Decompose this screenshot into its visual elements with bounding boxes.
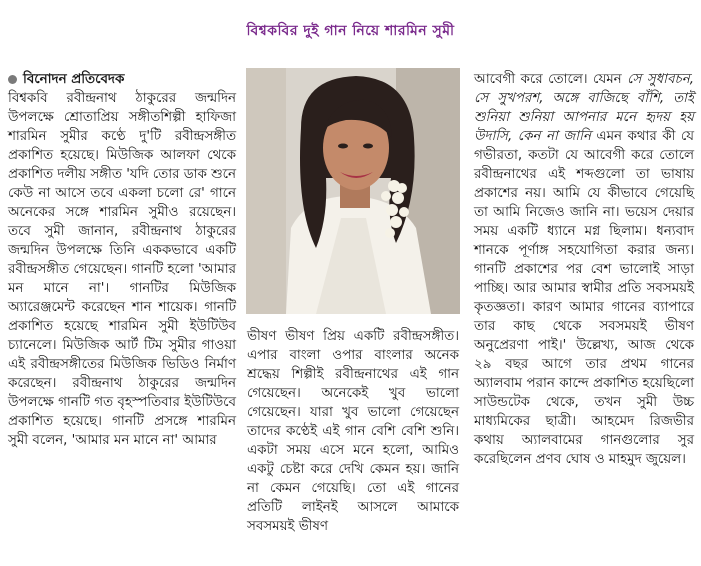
column-3-part-1: আবেগী করে তোলে। যেমন — [474, 72, 628, 87]
article-column-1 — [8, 70, 236, 450]
bullet-icon — [8, 75, 17, 84]
byline — [8, 70, 236, 89]
headline: বিশ্বকবির দুই গান নিয়ে শারমিন সুমী — [246, 23, 455, 39]
column-3-part-2: এমন কথার কী যে গভীরতা, কতটা যে আবেগী করে তোলে রবীন্দ্রনাথের এই শব্দগুলো তা ভাষায় প্রকাশের নয়। আমি যে কীভাবে গেয়েছি তা আমি নিজেও জানি না। ভয়েস দেয়ার সময় একটি ধ্যানে মগ্ন ছিলাম। ধন্যবাদ শানকে পূর্ণাঙ্গ সহযোগিতা করার জন্য। গানটি প্রকাশের পর বেশ ভালোই সাড়া পাচ্ছি। আর আমার স্বামীর প্রতি সবসময়ই কৃতজ্ঞতা। কারণ আমার গানের ব্যাপারে তার কাছ থেকে সবসময়ই ভীষণ অনুপ্রেরণা পাই।' উল্লেখ্য, আজ থেকে ২৯ বছর আগে তার প্রথম গানের অ্যালবাম পরান কান্দে প্রকাশিত হয়েছিলো সাউন্ডটেক থেকে, তখন সুমী উচ্চ মাধ্যমিকের ছাত্রী। আহমেদ রিজভীর কথায় অ্যালবামের গানগুলোর সুর করেছিলেন প্রণব ঘোষ ও মাহমুদ জুয়েল। — [474, 129, 694, 467]
column-1-text: বিশ্বকবি রবীন্দ্রনাথ ঠাকুরের জন্মদিন উপলক্ষে শ্রোতাপ্রিয় সঙ্গীতশিল্পী হাফিজা শারমিন সুমীর কণ্ঠে দু'টি রবীন্দ্রসঙ্গীত প্রকাশিত হয়েছে। মিউজিক আলফা থেকে প্রকাশিত দলীয় সঙ্গীত 'যদি তোর ডাক শুনে কেউ না আসে তবে একলা চলো রে' গানে অনেকের সঙ্গে শারমিন সুমীও রয়েছেন। তবে সুমী জানান, রবীন্দ্রনাথ ঠাকুরের জন্মদিন উপলক্ষে তিনি এককভাবে একটি রবীন্দ্রসঙ্গীত গেয়েছেন। গানটি হলো 'আমার মন মানে না'। গানটির মিউজিক অ্যারেঞ্জমেন্ট করেছেন শান শায়েক। গানটি প্রকাশিত হয়েছে শারমিন সুমী ইউটিউব চ্যানেলে। মিউজিক আর্ট টিম সুমীর গাওয়া এই রবীন্দ্রসঙ্গীতের মিউজিক ভিডিও নির্মাণ করেছেন। রবীন্দ্রনাথ ঠাকুরের জন্মদিন উপলক্ষে গানটি গত বৃহস্পতিবার ইউটিউবে প্রকাশিত হয়েছে। গানটি প্রসঙ্গে শারমিন সুমী বলেন, 'আমার মন মানে না' আমার — [8, 91, 236, 448]
byline-text: বিনোদন প্রতিবেদক — [23, 72, 125, 87]
singer-photo — [246, 68, 460, 314]
singer-photo-illustration — [246, 68, 460, 314]
column-2-text: ভীষণ ভীষণ প্রিয় একটি রবীন্দ্রসঙ্গীত। এপার বাংলা ওপার বাংলার অনেক শ্রদ্ধেয় শিল্পীই রবীন্দ্রনাথের এই গান গেয়েছেন। অনেকেই খুব ভালো গেয়েছেন। যারা খুব ভালো গেয়েছেন তাদের কণ্ঠেই এই গান বেশি বেশি শুনি। একটা সময় এসে মনে হলো, আমিও একটু চেষ্টা করে দেখি কেমন হয়। জানি না কেমন গেয়েছি। তো এই গানের প্রতিটি লাইনই আসলে আমাকে সবসময়ই ভীষণ — [247, 329, 459, 534]
column-3-text — [474, 70, 694, 469]
article-column-2 — [247, 327, 459, 536]
song-lyrics-quote: সে সুধাবচন, সে সুখপরশ, অঙ্গে বাজিছে বাঁশি, তাই শুনিয়া শুনিয়া আপনার মনে হৃদয় হয় উদাসি, কেন না জানি — [474, 72, 694, 144]
article-column-3 — [474, 70, 694, 469]
